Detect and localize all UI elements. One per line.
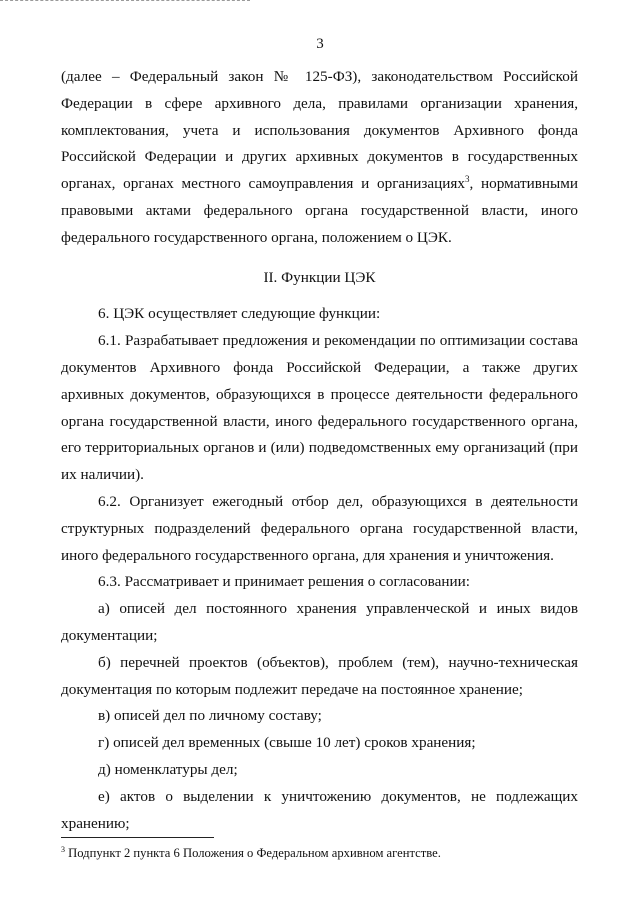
list-item-a: а) описей дел постоянного хранения управленческой и иных видов документации;	[61, 600, 578, 644]
scan-top-edge	[0, 0, 250, 1]
footnote-reference[interactable]: 3	[465, 174, 470, 185]
footnote	[61, 845, 581, 861]
footnote-separator	[61, 837, 214, 838]
list-item-g: г) описей дел временных (свыше 10 лет) сроков хранения;	[98, 734, 476, 752]
page-number: 3	[316, 36, 324, 52]
intro-text-part1: (далее – Федеральный закон № 125-ФЗ), законодательством Российской Федерации в сфере архивного дела, правилами организации хранения, комплектования, учета и использования документов Архивного фонда Российской Федерации и других архивных документов в государственных органах, органах местного самоуправления и организациях	[61, 68, 578, 193]
paragraph-6: 6. ЦЭК осуществляет следующие функции:	[98, 305, 381, 323]
intro-paragraph	[61, 64, 578, 252]
list-item-b: б) перечней проектов (объектов), проблем (тем), научно-техническая документация по которым подлежит передаче на постоянное хранение;	[61, 653, 578, 698]
section-heading: II. Функции ЦЭК	[263, 268, 376, 286]
footnote-number: 3	[61, 844, 65, 854]
paragraph-6-2: 6.2. Организует ежегодный отбор дел, образующихся в деятельности структурных подразделений федерального органа государственной власти, иного федерального государственного органа, для хранения и уничтожения.	[61, 492, 578, 564]
footnote-text: Подпункт 2 пункта 6 Положения о Федеральном архивном агентстве.	[65, 846, 441, 860]
paragraph-6-1: 6.1. Разрабатывает предложения и рекомендации по оптимизации состава документов Архивного фонда Российской Федерации, а также других архивных документов, образующихся в процессе деятельности федерального органа государственной власти, иного федерального государственного органа, его территориальных органов и (или) подведомственных ему организаций (при их наличии).	[61, 332, 578, 484]
list-item-d: д) номенклатуры дел;	[98, 760, 238, 778]
list-item-e: е) актов о выделении к уничтожению документов, не подлежащих хранению;	[61, 787, 578, 832]
document-body	[61, 64, 578, 837]
paragraph-6-3: 6.3. Рассматривает и принимает решения о согласовании:	[98, 573, 470, 591]
list-item-v: в) описей дел по личному составу;	[98, 707, 322, 725]
intro-text-part2: , нормативными правовыми актами федерального органа государственной власти, иного федерального государственного органа, положением о ЦЭК.	[61, 175, 578, 246]
